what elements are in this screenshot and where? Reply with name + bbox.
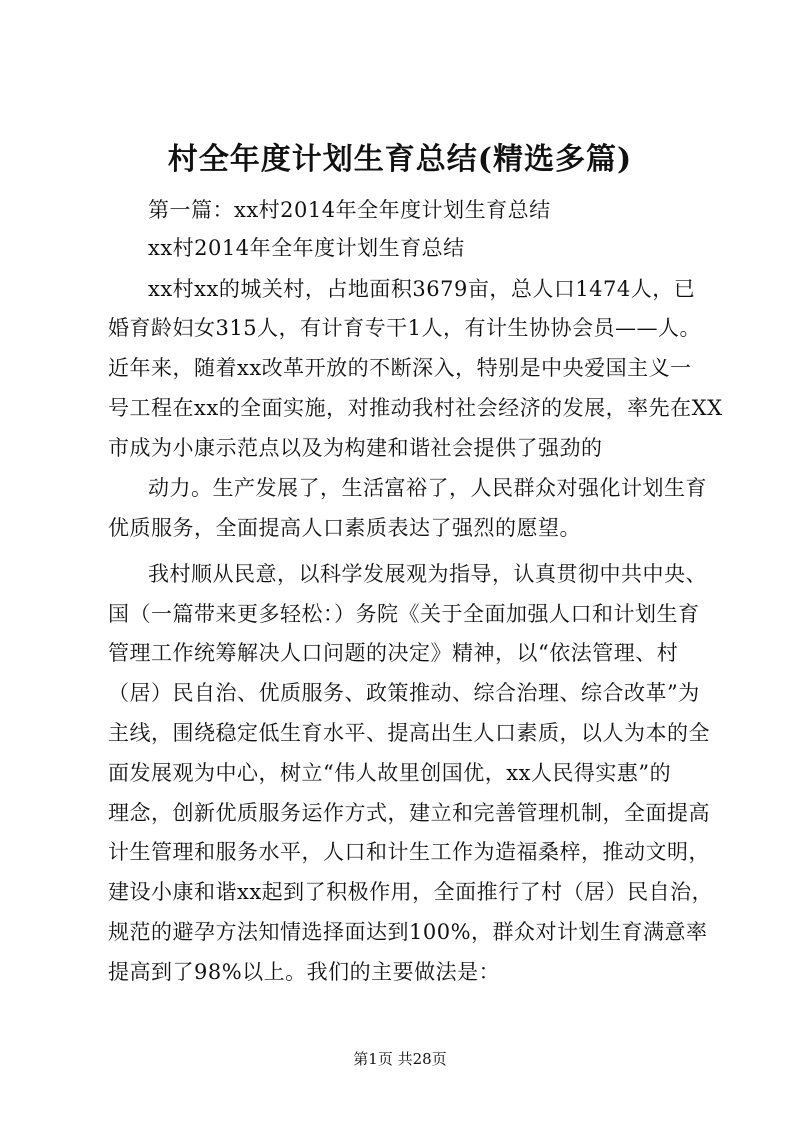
- paragraph-line: 优质服务，全面提高人口素质表达了强烈的愿望。: [108, 516, 581, 540]
- document-title: 村全年度计划生育总结(精选多篇): [167, 142, 633, 177]
- paragraph-line: （居）民自治、优质服务、政策推动、综合治理、综合改革”为: [108, 681, 700, 705]
- paragraph-line: 管理工作统筹解决人口问题的决定》精神，以“依法管理、村: [108, 641, 679, 665]
- paragraph-line: 国（一篇带来更多轻松：）务院《关于全面加强人口和计划生育: [108, 602, 700, 626]
- paragraph-line: 建设小康和谐xx起到了积极作用，全面推行了村（居）民自治，: [108, 880, 714, 904]
- paragraph-line: 面发展观为中心，树立“伟人故里创国优，xx人民得实惠”的: [108, 761, 672, 785]
- paragraph-line: 婚育龄妇女315人，有计育专干1人，有计生协协会员——人。: [108, 316, 701, 340]
- subheading: xx村2014年全年度计划生育总结: [148, 236, 465, 260]
- paragraph-line: 市成为小康示范点以及为构建和谐社会提供了强劲的: [108, 436, 603, 460]
- paragraph-line: 号工程在xx的全面实施，对推动我村社会经济的发展，率先在XX: [108, 396, 723, 420]
- paragraph-line: 规范的避孕方法知情选择面达到100%，群众对计划生育满意率: [108, 920, 708, 944]
- section-heading: 第一篇：xx村2014年全年度计划生育总结: [148, 198, 551, 222]
- paragraph-line: 近年来，随着xx改革开放的不断深入，特别是中央爱国主义一: [108, 356, 692, 380]
- paragraph-line: 主线，围绕稳定低生育水平、提高出生人口素质，以人为本的全: [108, 721, 710, 745]
- paragraph-line: 计生管理和服务水平，人口和计生工作为造福桑梓，推动文明，: [108, 840, 710, 864]
- paragraph-line: 提高到了98%以上。我们的主要做法是：: [108, 960, 501, 984]
- paragraph-line: 动力。生产发展了，生活富裕了，人民群众对强化计划生育: [148, 476, 707, 500]
- paragraph-line: 理念，创新优质服务运作方式，建立和完善管理机制，全面提高: [108, 801, 710, 825]
- page-footer: 第1页 共28页: [353, 1050, 447, 1068]
- paragraph-line: xx村xx的城关村，占地面积3679亩，总人口1474人，已: [148, 277, 696, 301]
- paragraph-line: 我村顺从民意，以科学发展观为指导，认真贯彻中共中央、: [148, 562, 707, 586]
